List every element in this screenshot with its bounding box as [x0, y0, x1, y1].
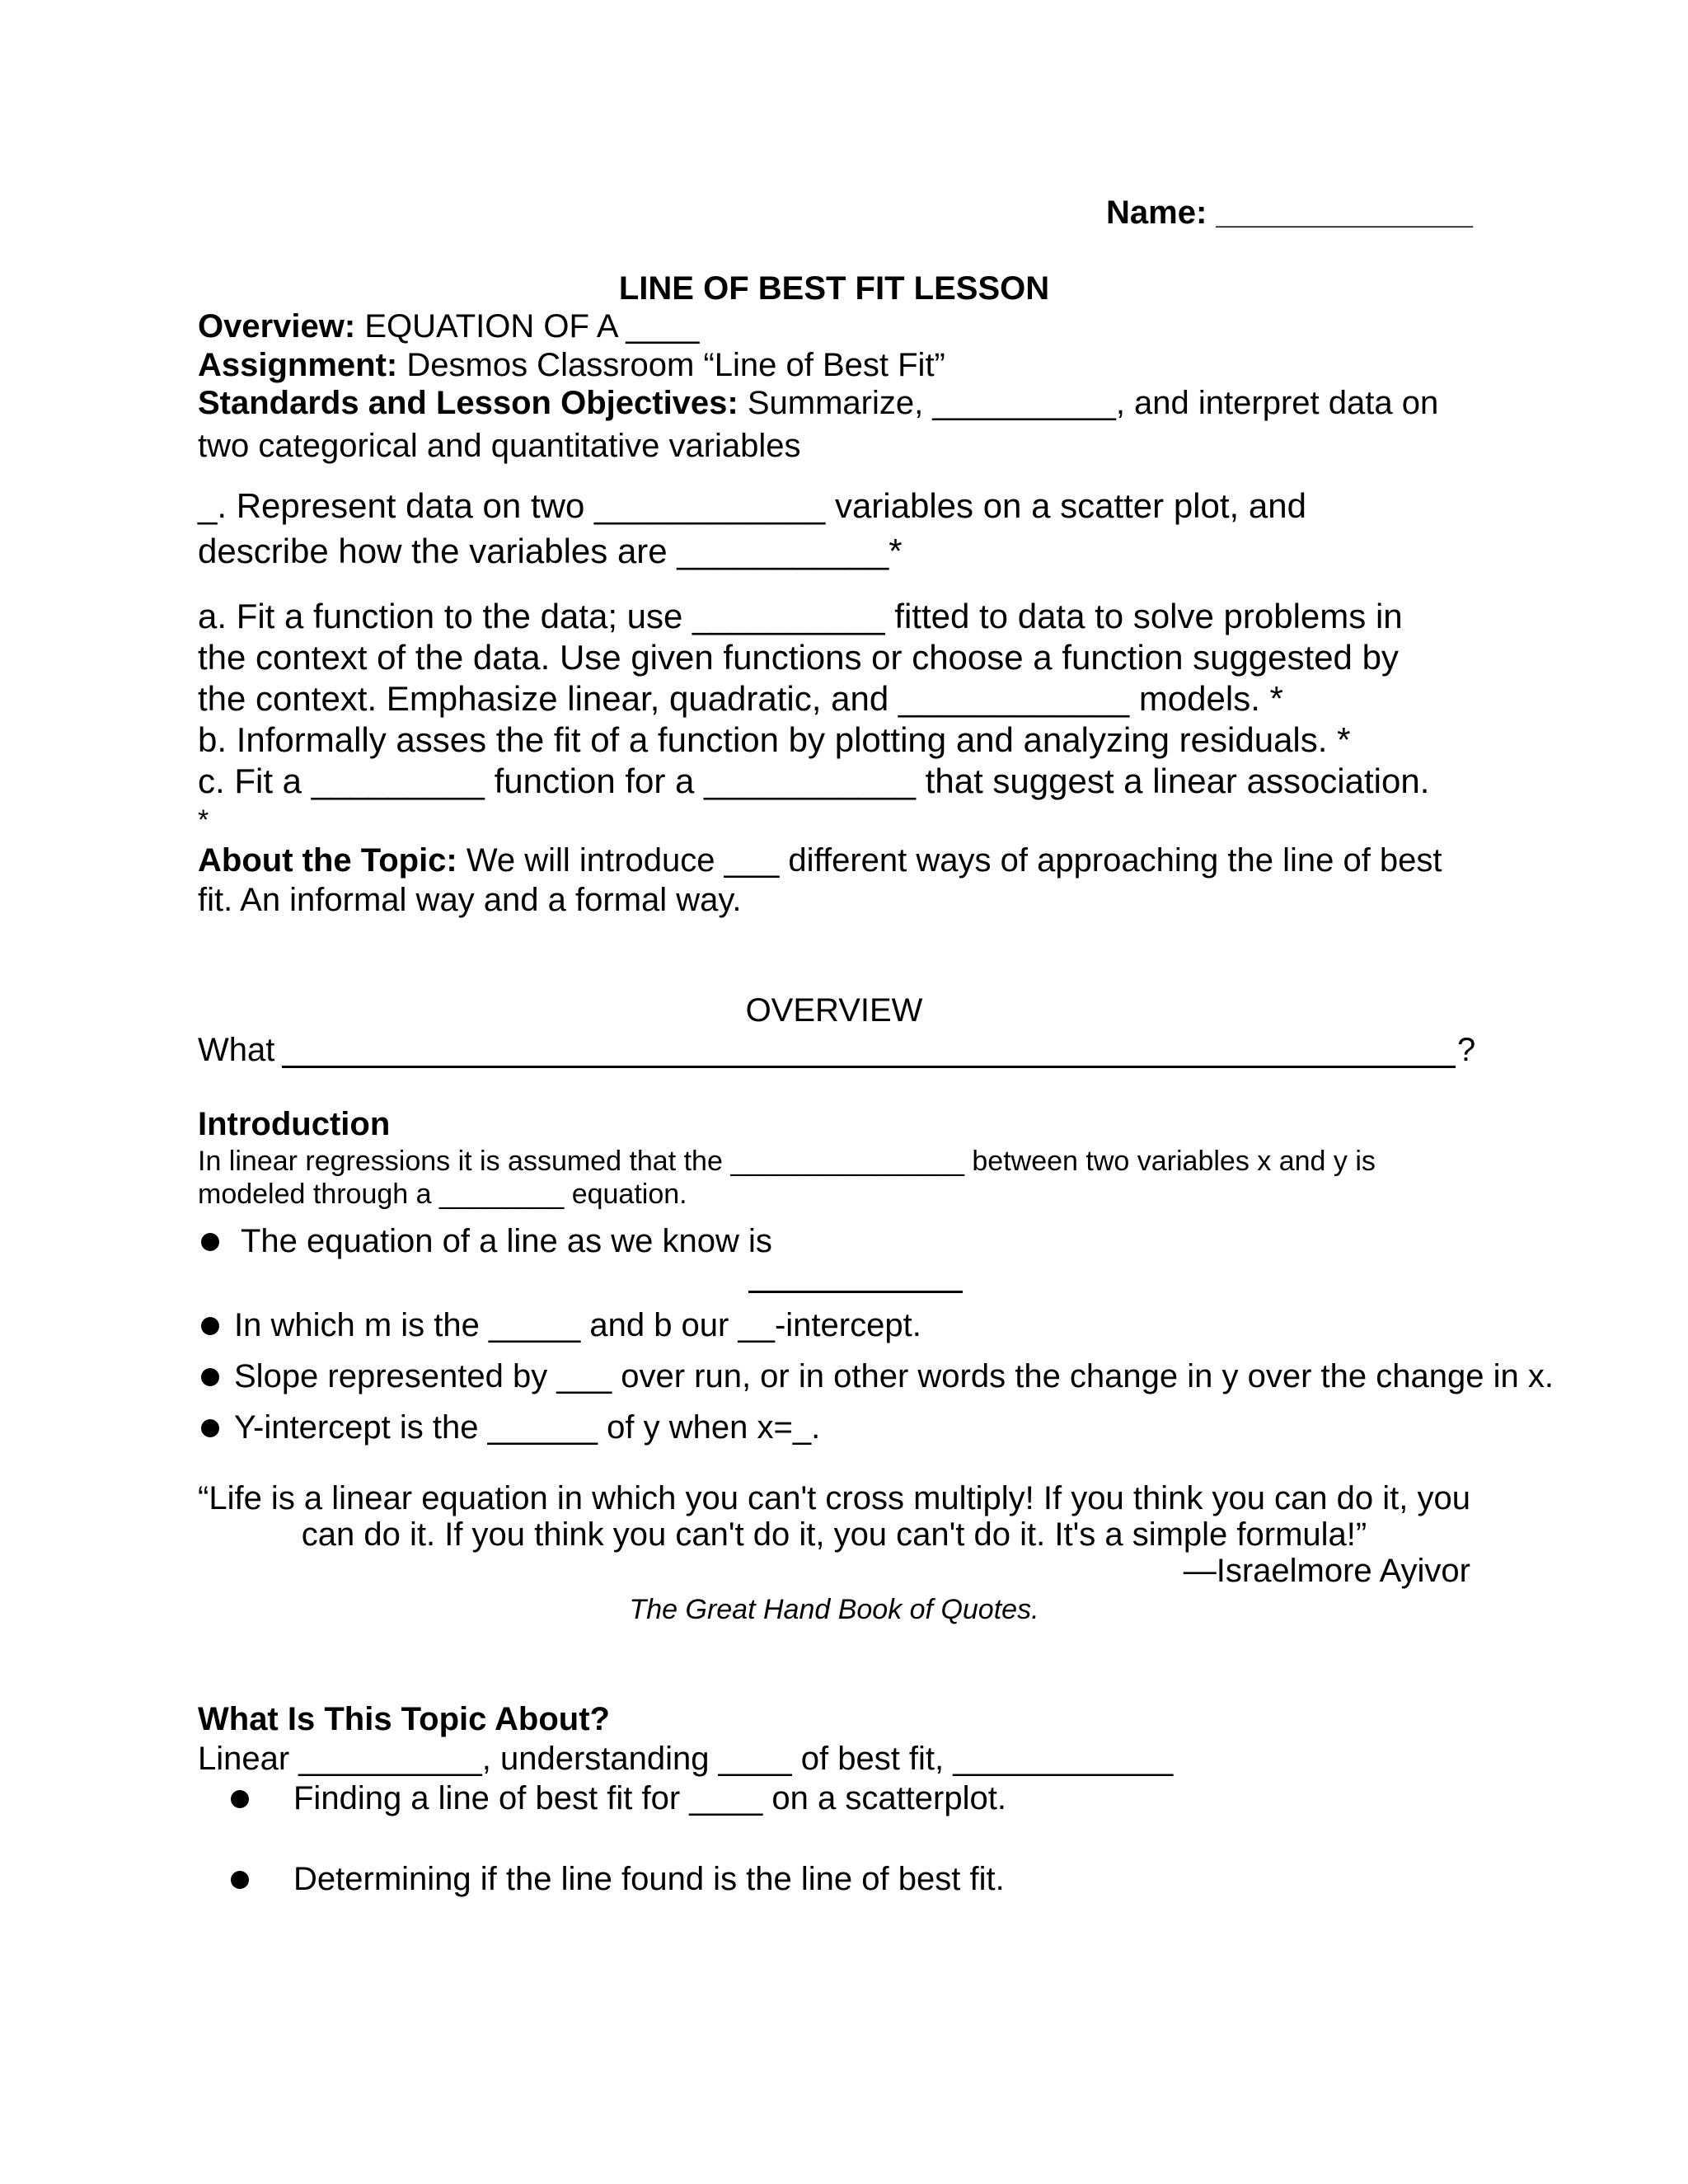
introduction-heading: Introduction [198, 1106, 391, 1142]
standards-label: Standards and Lesson Objectives: [198, 385, 738, 421]
standards-text: Summarize, __________, and interpret data on [738, 385, 1439, 421]
equation-answer-line [748, 1291, 963, 1293]
objective-a-line-2: the context of the data. Use given functions or choose a function suggested by [198, 638, 1399, 677]
overview-text: EQUATION OF A ____ [355, 308, 700, 344]
bullet-icon [231, 1790, 249, 1808]
introduction-text-1: In linear regressions it is assumed that the _______________ between two variables x and y is [198, 1146, 1376, 1177]
what-suffix: ? [1457, 1032, 1476, 1068]
quote-line-2: can do it. If you think you can't do it, you can't do it. It's a simple formula!” [301, 1516, 1367, 1553]
quote-source: The Great Hand Book of Quotes. [629, 1594, 1039, 1625]
bullet-equation: The equation of a line as we know is [241, 1223, 772, 1259]
topic-bullet-determining: Determining if the line found is the line of best fit. [293, 1861, 1005, 1897]
objective-a-line-1: a. Fit a function to the data; use __________ fitted to data to solve problems in [198, 597, 1403, 635]
page-title: LINE OF BEST FIT LESSON [618, 270, 1050, 307]
overview-heading: OVERVIEW [745, 992, 923, 1029]
topic-line: Linear __________, understanding ____ of best fit, ____________ [198, 1741, 1174, 1777]
about-line-1 [198, 842, 1442, 879]
assignment-line [198, 347, 945, 384]
about-text: We will introduce ___ different ways of approaching the line of best [457, 842, 1442, 879]
about-label: About the Topic: [198, 842, 457, 879]
bullet-icon [201, 1368, 219, 1386]
bullet-slope-intercept: In which m is the _____ and b our __-intercept. [234, 1307, 921, 1343]
what-answer-line [282, 1066, 1456, 1068]
bullet-y-intercept: Y-intercept is the ______ of y when x=_. [234, 1409, 821, 1446]
assignment-label: Assignment: [198, 347, 398, 383]
objective-a-line-3: the context. Emphasize linear, quadratic, and ____________ models. * [198, 679, 1283, 718]
about-line-2: fit. An informal way and a formal way. [198, 882, 742, 918]
overview-label: Overview: [198, 308, 356, 344]
what-prefix: What [198, 1032, 275, 1068]
quote-line-1: “Life is a linear equation in which you can't cross multiply! If you think you can do it, you [198, 1480, 1470, 1516]
assignment-text: Desmos Classroom “Line of Best Fit” [397, 347, 945, 383]
topic-bullet-finding: Finding a line of best fit for ____ on a scatterplot. [293, 1780, 1006, 1816]
overview-line [198, 308, 699, 345]
standards-line [198, 385, 1438, 422]
represent-line-2: describe how the variables are ___________* [198, 532, 903, 570]
objective-c: c. Fit a _________ function for a ___________ that suggest a linear association. [198, 762, 1430, 800]
objective-b: b. Informally asses the fit of a function by plotting and analyzing residuals. * [198, 720, 1351, 759]
quote-author: —Israelmore Ayivor [1183, 1553, 1470, 1589]
bullet-icon [201, 1419, 219, 1437]
introduction-text-2: modeled through a ________ equation. [198, 1179, 687, 1210]
objective-c-star: * [198, 804, 209, 836]
topic-heading: What Is This Topic About? [198, 1701, 610, 1737]
standards-line-2: two categorical and quantitative variables [198, 428, 801, 464]
bullet-slope: Slope represented by ___ over run, or in other words the change in y over the change in x. [234, 1358, 1554, 1394]
bullet-icon [201, 1317, 219, 1335]
bullet-icon [201, 1233, 219, 1251]
bullet-icon [231, 1871, 249, 1889]
represent-line-1: _. Represent data on two ____________ variables on a scatter plot, and [198, 486, 1306, 525]
name-field-label: Name: ______________ [1106, 194, 1473, 231]
